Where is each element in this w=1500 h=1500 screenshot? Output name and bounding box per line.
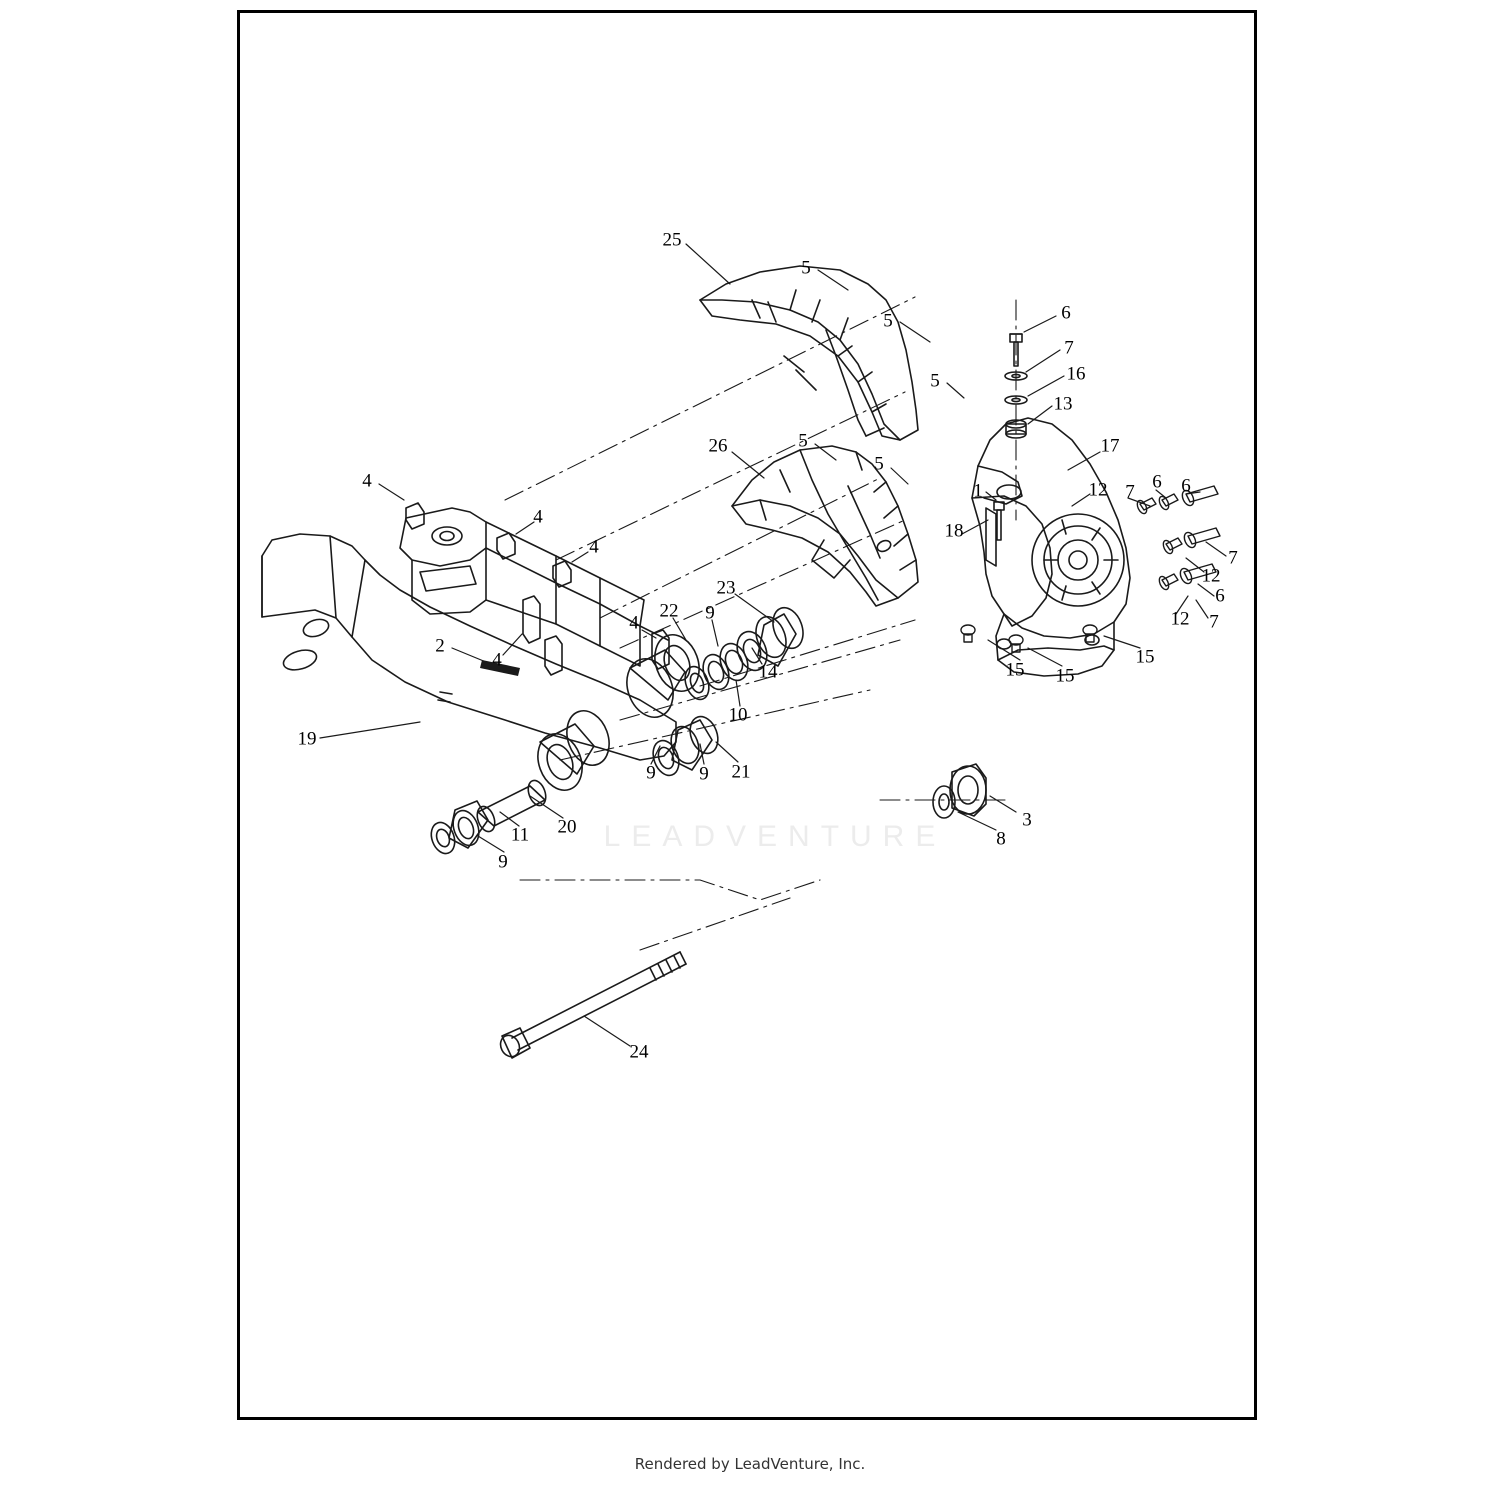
callout-number: 6 [1152, 471, 1162, 493]
callout-number: 2 [435, 635, 445, 657]
callout-number: 8 [996, 828, 1006, 850]
callout-number: 4 [492, 649, 502, 671]
callout-number: 7 [1209, 611, 1219, 633]
callout-number: 26 [708, 435, 728, 457]
callout-number: 18 [944, 520, 964, 542]
callout-number: 1 [973, 480, 983, 502]
callout-number: 13 [1053, 393, 1073, 415]
callout-number: 7 [1125, 481, 1135, 503]
callout-number: 10 [728, 704, 748, 726]
callout-number: 19 [297, 728, 317, 750]
callout-number: 5 [874, 453, 884, 475]
callout-number: 7 [1064, 337, 1074, 359]
callout-number: 15 [1135, 646, 1155, 668]
callout-number: 12 [1201, 565, 1221, 587]
callout-number: 22 [659, 600, 679, 622]
callout-number: 24 [629, 1041, 649, 1063]
callout-number: 12 [1170, 608, 1190, 630]
callout-number: 5 [801, 257, 811, 279]
callout-number: 4 [362, 470, 372, 492]
callout-number: 11 [510, 824, 530, 846]
callout-number: 9 [498, 851, 508, 873]
callout-number: 6 [1181, 475, 1191, 497]
callout-number: 3 [1022, 809, 1032, 831]
callout-number: 17 [1100, 435, 1120, 457]
callout-number: 5 [798, 430, 808, 452]
callout-number: 23 [716, 577, 736, 599]
callout-number: 14 [758, 661, 778, 683]
callout-number: 21 [731, 761, 751, 783]
callout-number: 6 [1215, 585, 1225, 607]
callout-number: 25 [662, 229, 682, 251]
callout-number: 6 [1061, 302, 1071, 324]
callout-number: 4 [629, 612, 639, 634]
callout-number: 9 [646, 762, 656, 784]
callout-number: 20 [557, 816, 577, 838]
callout-number: 9 [705, 602, 715, 624]
callout-number: 9 [699, 763, 709, 785]
callout-number: 12 [1088, 479, 1108, 501]
footer-credit: Rendered by LeadVenture, Inc. [634, 1455, 866, 1473]
callout-number: 15 [1005, 659, 1025, 681]
callout-number: 15 [1055, 665, 1075, 687]
callout-number: 5 [883, 310, 893, 332]
callout-number: 7 [1228, 547, 1238, 569]
callout-number: 5 [930, 370, 940, 392]
callout-number: 4 [533, 506, 543, 528]
watermark-text: LEADVENTURE [603, 820, 947, 853]
callout-number: 4 [589, 536, 599, 558]
callout-number: 16 [1066, 363, 1086, 385]
